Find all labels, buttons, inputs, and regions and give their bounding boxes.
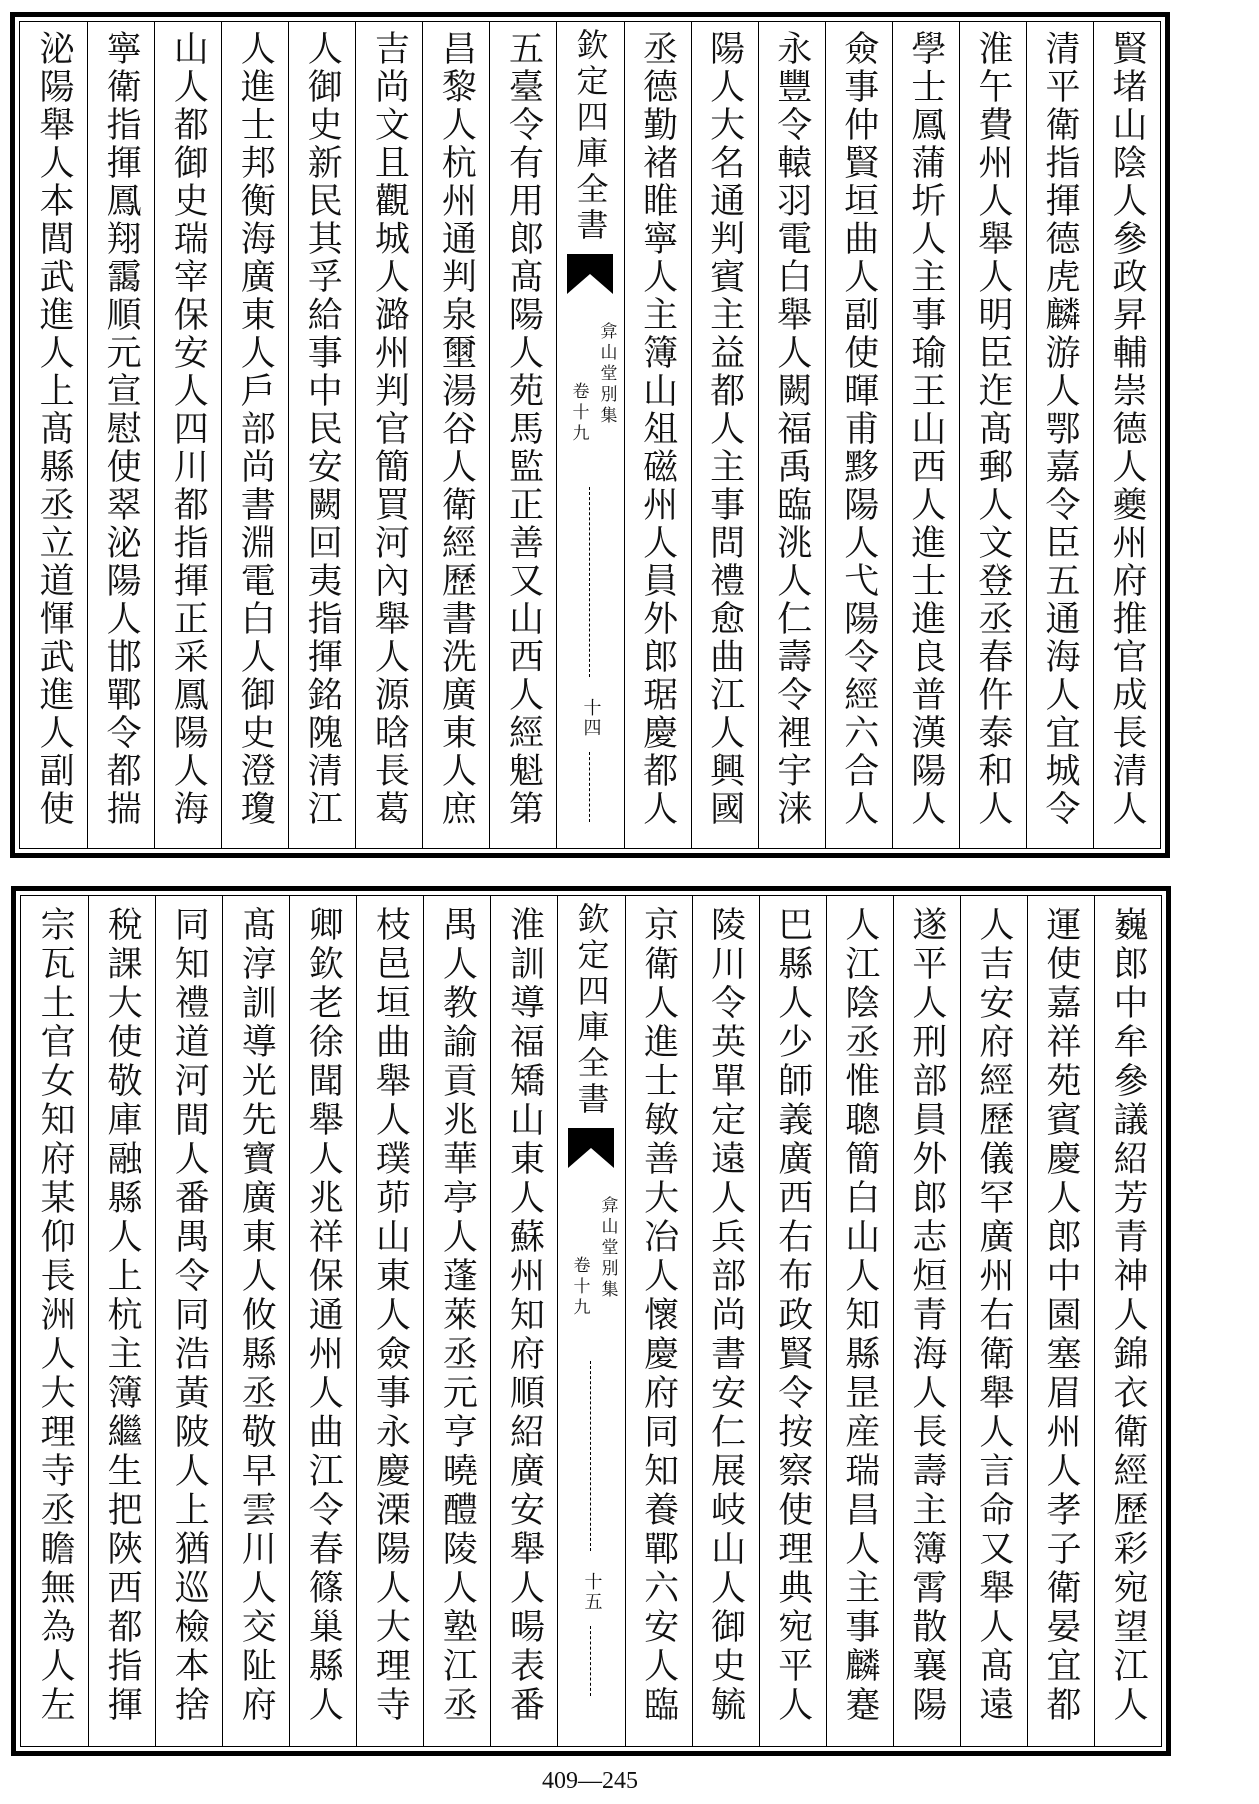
text-column: 學士鳳蒲圻人主事瑜王山西人進士進良普漢陽人 [892, 22, 959, 848]
text-column: 陽人大名通判賓主益都人主事問禮愈曲江人興國 [691, 22, 758, 848]
text-column: 人進士邦衡海廣東人戶部尚書淵電白人御史澄瓊 [221, 22, 288, 848]
text-column: 吉尚文且觀城人潞州判官簡買河內舉人源晗長葛 [355, 22, 422, 848]
text-column: 京衛人進士敏善大冶人懷慶府同知養鄲六安人臨 [625, 896, 692, 1746]
text-column: 陵川令英單定遠人兵部尚書安仁展岐山人御史毓 [692, 896, 759, 1746]
text-column: 宗瓦土官女知府某仰長洲人大理寺丞瞻無為人左 [35, 906, 76, 1725]
leaf-number: 十五 [581, 1572, 603, 1612]
text-column: 運使嘉祥苑賓慶人郎中園塞眉州人孝子衛晏宜都 [1027, 896, 1094, 1746]
text-column: 淮午費州人舉人明臣迮髙郵人文登丞春仵泰和人 [959, 22, 1026, 848]
fishtail-ornament [568, 1128, 614, 1168]
text-column: 同知禮道河間人番禺令同浩黃陂人上猶巡檢本捨 [155, 896, 222, 1746]
text-column: 丞德勤褚睢寧人主簿山俎磁州人員外郎琚慶都人 [624, 22, 691, 848]
text-column: 賢堵山陰人參政昇輔崇德人夔州府推官成長清人 [1093, 22, 1160, 848]
text-column: 人江陰丞惟聰簡白山人知縣昰産瑞昌人主事麟蹇 [826, 896, 893, 1746]
text-column: 禺人教諭貢兆華亭人蓬萊丞元亨曉醴陵人塾江丞 [423, 896, 490, 1746]
text-column: 寧衛指揮鳳翔靄順元宣慰使翠泌陽人邯鄲令都揣 [87, 22, 154, 848]
book-title: 弇山堂別集 [597, 1196, 618, 1301]
text-column: 永豐令轅羽電白舉人闕福禹臨洮人仁壽令裡宇涞 [758, 22, 825, 848]
text-column: 五臺令有用郎髙陽人苑馬監正善又山西人經魁第 [489, 22, 556, 848]
fishtail-ornament [567, 254, 613, 294]
page-panel-bottom [11, 886, 1171, 1756]
leaf-number: 十四 [580, 698, 602, 738]
juan-number: 卷十九 [568, 382, 589, 445]
text-column: 淮訓導福矯山東人蘇州知府順紹廣安舉人暘表番 [490, 896, 557, 1746]
collection-title: 欽定四庫全書 [572, 902, 611, 1118]
column-grid [20, 895, 1162, 1747]
text-column: 巍郎中牟參議紹芳青神人錦衣衛經歷彩宛望江人 [1094, 896, 1161, 1746]
book-title: 弇山堂別集 [596, 322, 617, 427]
text-column: 人吉安府經歷儀罕廣州右衛舉人言命又舉人髙遠 [960, 896, 1027, 1746]
center-rule [590, 1626, 591, 1696]
text-column: 枝邑垣曲舉人璞茆山東人僉事永慶溧陽人大理寺 [356, 896, 423, 1746]
text-column: 卿欽老徐聞舉人兆祥保通州人曲江令春篠巢縣人 [289, 896, 356, 1746]
text-column: 清平衛指揮德虎麟游人鄂嘉令臣五通海人宜城令 [1026, 22, 1093, 848]
center-rule [590, 1361, 591, 1551]
juan-number: 卷十九 [569, 1256, 590, 1319]
text-column: 稅課大使敬庫融縣人上杭主簿繼生把陜西都指揮 [88, 896, 155, 1746]
banxin-center-column [557, 896, 624, 1746]
text-column: 昌黎人杭州通判泉壐湯谷人衛經歷書洗廣東人庶 [422, 22, 489, 848]
text-column: 僉事仲賢垣曲人副使暉甫黟陽人弋陽令經六合人 [825, 22, 892, 848]
banxin-center-column [556, 22, 623, 848]
column-grid [19, 21, 1161, 849]
text-column: 巴縣人少師義廣西右布政賢令按察使理典宛平人 [759, 896, 826, 1746]
text-column: 泌陽舉人本閭武進人上髙縣丞立道惲武進人副使 [34, 30, 75, 828]
text-column: 髙淳訓導光先寶廣東人攸縣丞敬早雲川人交阯府 [222, 896, 289, 1746]
collection-title: 欽定四庫全書 [571, 28, 610, 244]
text-column: 遂平人刑部員外郎志烜青海人長壽主簿霄散襄陽 [893, 896, 960, 1746]
page-number: 409—245 [542, 1768, 638, 1794]
text-column: 山人都御史瑞宰保安人四川都指揮正采鳳陽人海 [154, 22, 221, 848]
center-rule [589, 752, 590, 822]
text-column: 人御史新民其孚給事中民安闕回夷指揮銘隗清江 [288, 22, 355, 848]
center-rule [589, 487, 590, 677]
page-panel-top [10, 12, 1170, 858]
